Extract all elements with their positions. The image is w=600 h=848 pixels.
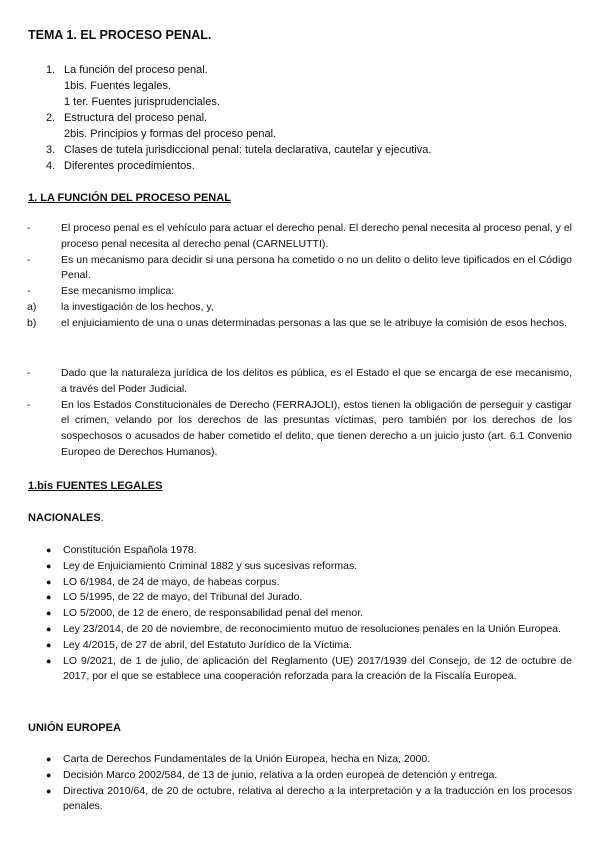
toc-item: 1. La función del proceso penal. bbox=[46, 64, 208, 76]
list-item: - En los Estados Constitucionales de Derecho (FERRAJOLI), estos tienen la obligación de perseguir y castigar el crimen, velando por los derechos de las presuntas víctimas, pero también por los derechos de los sospechosos o acusados de haber cometido el delito, que tienen derecho a un juicio justo (art. 6.1 Convenio Europeo de Derechos Humanos). bbox=[27, 398, 572, 458]
list-item: ● LO 5/1995, de 22 de mayo, del Tribunal del Jurado. bbox=[46, 590, 572, 606]
funcion-list bbox=[27, 221, 572, 332]
toc-item: 1 ter. Fuentes jurisprudenciales. bbox=[64, 96, 220, 108]
list-item: - Ese mecanismo implica: bbox=[27, 285, 175, 298]
bullet-icon: ● bbox=[46, 655, 52, 666]
bullet-icon: ● bbox=[46, 623, 52, 634]
bullet-icon: ● bbox=[46, 608, 52, 619]
bullet-icon: ● bbox=[46, 639, 52, 650]
list-item: b) el enjuiciamiento de una o unas determinadas personas a las que se le atribuye la comisión de esos hechos. bbox=[27, 316, 568, 329]
bullet-icon: ● bbox=[46, 560, 52, 571]
bullet-icon: ● bbox=[46, 769, 52, 780]
list-item: - Dado que la naturaleza jurídica de los delitos es pública, es el Estado el que se encarga de ese mecanismo, a través del Poder Judicial. bbox=[27, 367, 572, 395]
section-heading-fuentes: 1.bis FUENTES LEGALES bbox=[28, 480, 163, 492]
list-item: ● Ley 23/2014, de 20 de noviembre, de reconocimiento mutuo de resoluciones penales en la Unión Europea. bbox=[46, 622, 572, 638]
bullet-icon: ● bbox=[46, 754, 52, 764]
bullet-icon: ● bbox=[46, 545, 52, 555]
list-item: ● Ley de Enjuiciamiento Criminal 1882 y sus sucesivas reformas. bbox=[46, 559, 572, 575]
document-title: TEMA 1. EL PROCESO PENAL. bbox=[28, 28, 212, 42]
section-heading-funcion: 1. LA FUNCIÓN DEL PROCESO PENAL bbox=[28, 192, 231, 204]
nacionales-list bbox=[46, 543, 572, 685]
bullet-icon: ● bbox=[46, 785, 52, 796]
list-item: ● Ley 4/2015, de 27 de abril, del Estatuto Jurídico de la Víctima. bbox=[46, 638, 572, 654]
list-item: ● Decisión Marco 2002/584, de 13 de junio, relativa a la orden europea de detención y entrega. bbox=[46, 768, 572, 784]
toc-item: 1bis. Fuentes legales. bbox=[64, 80, 172, 92]
union-europea-list bbox=[46, 752, 572, 815]
funcion-list-2 bbox=[27, 366, 572, 461]
subheading-nacionales: NACIONALES. bbox=[28, 512, 104, 524]
list-item: ● Carta de Derechos Fundamentales de la Unión Europea, hecha en Niza, 2000. bbox=[46, 752, 572, 768]
list-item: ● Directiva 2010/64, de 20 de octubre, relativa al derecho a la interpretación y a la traducción en los procesos penales. bbox=[46, 784, 572, 813]
list-item: - El proceso penal es el vehículo para actuar el derecho penal. El derecho penal necesita al proceso penal, y el proceso penal necesita al derecho penal (CARNELUTTI). bbox=[27, 222, 572, 250]
toc-item: 3. Clases de tutela jurisdiccional penal: tutela declarativa, cautelar y ejecutiva. bbox=[46, 144, 432, 156]
list-item: - Es un mecanismo para decidir si una persona ha cometido o no un delito o delito leve tipificados en el Código Penal. bbox=[27, 253, 572, 282]
list-item: ● LO 5/2000, de 12 de enero, de responsabilidad penal del menor. bbox=[46, 606, 572, 622]
toc-item: 2bis. Principios y formas del proceso penal. bbox=[64, 128, 277, 140]
list-item: a) la investigación de los hechos, y, bbox=[27, 300, 214, 313]
bullet-icon: ● bbox=[46, 592, 52, 603]
list-item: ● LO 6/1984, de 24 de mayo, de habeas corpus. bbox=[46, 575, 572, 591]
toc-item: 2. Estructura del proceso penal. bbox=[46, 112, 208, 124]
list-item: ● LO 9/2021, de 1 de julio, de aplicación del Reglamento (UE) 2017/1939 del Consejo, de 12 de octubre de 2017, por el que se establece una cooperación reforzada para la creación de la Fiscalía Europea. bbox=[46, 654, 572, 683]
subheading-union-europea: UNIÓN EUROPEA bbox=[28, 722, 121, 734]
toc-item: 4. Diferentes procedimientos. bbox=[46, 160, 195, 172]
bullet-icon: ● bbox=[46, 576, 52, 587]
table-of-contents bbox=[40, 62, 431, 174]
list-item: ● Constitución Española 1978. bbox=[46, 543, 572, 559]
